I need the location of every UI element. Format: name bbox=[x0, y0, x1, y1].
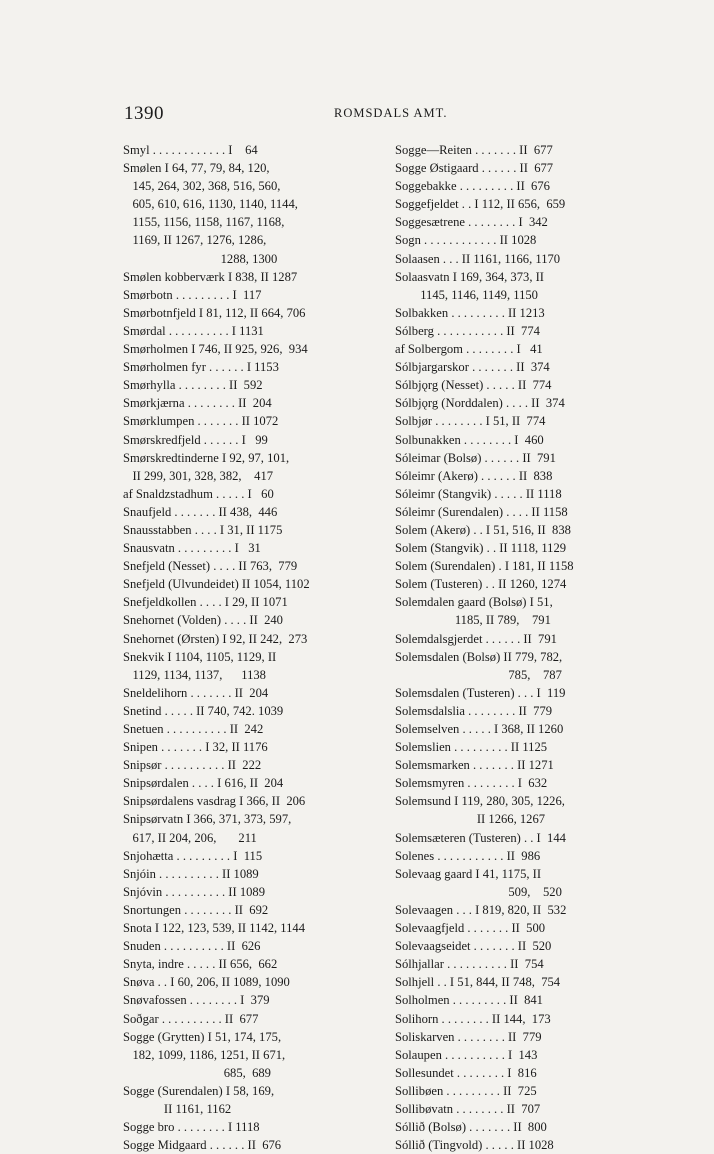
index-entry: Snjóin . . . . . . . . . . II 1089 bbox=[123, 866, 259, 881]
index-entry: Snjóvin . . . . . . . . . . II 1089 bbox=[123, 884, 266, 899]
index-column-left bbox=[123, 141, 377, 1154]
index-entry: Solholmen . . . . . . . . . II 841 bbox=[395, 993, 543, 1008]
index-entry: Solemdalen gaard (Bolsø) I 51, bbox=[395, 595, 553, 610]
index-entry: II 299, 301, 328, 382, 417 bbox=[123, 468, 274, 483]
index-entry: Solemselven . . . . . I 368, II 1260 bbox=[395, 722, 564, 736]
index-entry: Soðgar . . . . . . . . . . II 677 bbox=[123, 1011, 259, 1026]
index-entry: Snehornet (Volden) . . . . II 240 bbox=[123, 613, 283, 628]
index-entry: Sóllið (Tingvold) . . . . . II 1028 bbox=[395, 1138, 554, 1153]
index-entry: Sollesundet . . . . . . . . I 816 bbox=[395, 1065, 537, 1080]
page-header bbox=[124, 103, 654, 125]
index-entry: Solevaagfjeld . . . . . . . II 500 bbox=[395, 921, 546, 936]
index-entry: Solemsmyren . . . . . . . . I 632 bbox=[395, 776, 548, 791]
index-entry: Sogge bro . . . . . . . . I 1118 bbox=[123, 1120, 260, 1135]
index-entry: 785, 787 bbox=[395, 667, 562, 682]
index-entry: Sólbjargarskor . . . . . . . II 374 bbox=[395, 360, 550, 375]
index-entry: Snøva . . I 60, 206, II 1089, 1090 bbox=[123, 975, 290, 990]
index-entry: Snehornet (Ørsten) I 92, II 242, 273 bbox=[123, 631, 308, 646]
index-entry: Solevaagen . . . I 819, 820, II 532 bbox=[395, 902, 567, 917]
index-entry: Solem (Akerø) . . I 51, 516, II 838 bbox=[395, 522, 571, 537]
index-entry: Sóleimr (Akerø) . . . . . . II 838 bbox=[395, 468, 553, 483]
index-entry: Sogn . . . . . . . . . . . . II 1028 bbox=[395, 233, 537, 248]
index-entry: 1169, II 1267, 1276, 1286, bbox=[123, 233, 267, 248]
index-entry: 605, 610, 616, 1130, 1140, 1144, bbox=[123, 197, 298, 212]
index-entry: Sóllið (Bolsø) . . . . . . . II 800 bbox=[395, 1120, 547, 1135]
index-entry: Snøvafossen . . . . . . . . I 379 bbox=[123, 993, 270, 1008]
index-column-right bbox=[395, 141, 649, 1154]
index-entry: 685, 689 bbox=[123, 1065, 271, 1080]
index-entry: Solem (Tusteren) . . II 1260, 1274 bbox=[395, 577, 567, 592]
index-entry: Sólbjǫrg (Nesset) . . . . . II 774 bbox=[395, 378, 552, 393]
index-entry: Solemsmarken . . . . . . . II 1271 bbox=[395, 758, 554, 773]
index-entry: Snausstabben . . . . I 31, II 1175 bbox=[123, 522, 283, 537]
index-entry: Smørkjærna . . . . . . . . II 204 bbox=[123, 396, 272, 411]
index-entry: Snipen . . . . . . . I 32, II 1176 bbox=[123, 740, 268, 755]
index-entry: Sollibøen . . . . . . . . . II 725 bbox=[395, 1083, 537, 1098]
index-entry: Snuden . . . . . . . . . . II 626 bbox=[123, 939, 261, 954]
index-entry: Soliskarven . . . . . . . . II 779 bbox=[395, 1029, 542, 1044]
index-entry: 1145, 1146, 1149, 1150 bbox=[395, 287, 538, 302]
index-entry: Solbjør . . . . . . . . I 51, II 774 bbox=[395, 414, 546, 429]
index-entry: Solemsdalen (Bolsø) II 779, 782, bbox=[395, 649, 563, 664]
index-entry: 145, 264, 302, 368, 516, 560, bbox=[123, 179, 281, 194]
index-entry: Sogge (Surendalen) I 58, 169, bbox=[123, 1083, 275, 1098]
page-number: 1390 bbox=[124, 103, 164, 124]
index-entry: Sóleimr (Stangvik) . . . . . II 1118 bbox=[395, 486, 562, 501]
index-entry: Smørholmen I 746, II 925, 926, 934 bbox=[123, 342, 308, 357]
index-entry: Solem (Surendalen) . I 181, II 1158 bbox=[395, 559, 574, 574]
index-entry: Snefjeld (Nesset) . . . . II 763, 779 bbox=[123, 559, 298, 574]
index-entry: Smørhylla . . . . . . . . II 592 bbox=[123, 378, 263, 393]
index-entry: Snetind . . . . . II 740, 742. 1039 bbox=[123, 703, 284, 718]
index-entry: Solevaag gaard I 41, 1175, II bbox=[395, 866, 542, 881]
index-entry: Solemdalsgjerdet . . . . . . II 791 bbox=[395, 631, 557, 646]
index-entry: Sólberg . . . . . . . . . . . II 774 bbox=[395, 323, 540, 338]
index-entry: 1185, II 789, 791 bbox=[395, 613, 551, 628]
index-entry: Snipsør . . . . . . . . . . II 222 bbox=[123, 758, 262, 773]
index-entry: Smørholmen fyr . . . . . . I 1153 bbox=[123, 360, 279, 375]
index-entry: Solhjell . . I 51, 844, II 748, 754 bbox=[395, 975, 561, 990]
index-entry: Snekvik I 1104, 1105, 1129, II bbox=[123, 649, 277, 664]
index-entry: af Solbergom . . . . . . . . I 41 bbox=[395, 342, 543, 357]
index-entry: Solemsdalslia . . . . . . . . II 779 bbox=[395, 703, 553, 718]
index-entry: Sogge Midgaard . . . . . . II 676 bbox=[123, 1138, 282, 1153]
index-entry: Smørbotn . . . . . . . . . I 117 bbox=[123, 287, 262, 302]
index-entry: Solevaagseidet . . . . . . . II 520 bbox=[395, 939, 552, 954]
index-entry: Snyta, indre . . . . . II 656, 662 bbox=[123, 957, 278, 972]
index-entry: 1155, 1156, 1158, 1167, 1168, bbox=[123, 215, 285, 230]
index-entry: Smørklumpen . . . . . . . II 1072 bbox=[123, 414, 279, 429]
index-entry: Sóleimar (Bolsø) . . . . . . II 791 bbox=[395, 450, 556, 465]
index-entry: Soggebakke . . . . . . . . . II 676 bbox=[395, 179, 550, 194]
index-entry: Solemsæteren (Tusteren) . . I 144 bbox=[395, 830, 566, 845]
index-entry: Solaasvatn I 169, 364, 373, II bbox=[395, 269, 545, 284]
index-entry: Smørbotnfjeld I 81, 112, II 664, 706 bbox=[123, 305, 306, 320]
index-entry: Sogge—Reiten . . . . . . . II 677 bbox=[395, 143, 553, 157]
index-entry: Smørskredfjeld . . . . . . I 99 bbox=[123, 432, 268, 447]
index-entry: Snetuen . . . . . . . . . . II 242 bbox=[123, 722, 264, 736]
index-entry: Solaasen . . . II 1161, 1166, 1170 bbox=[395, 251, 561, 266]
index-entry: Solemsdalen (Tusteren) . . . I 119 bbox=[395, 685, 566, 700]
index-entry: Solbakken . . . . . . . . . II 1213 bbox=[395, 305, 545, 320]
index-entry: Smølen I 64, 77, 79, 84, 120, bbox=[123, 161, 270, 176]
index-entry: Smørdal . . . . . . . . . . I 1131 bbox=[123, 323, 264, 338]
index-entry: II 1266, 1267 bbox=[395, 812, 546, 827]
index-entry: Snefjeldkollen . . . . I 29, II 1071 bbox=[123, 595, 288, 610]
index-entry: Snaufjeld . . . . . . . II 438, 446 bbox=[123, 504, 278, 519]
index-entry: Soggesætrene . . . . . . . . I 342 bbox=[395, 215, 548, 230]
index-entry: Solem (Stangvik) . . II 1118, 1129 bbox=[395, 541, 567, 556]
index-entry: Sneldelihorn . . . . . . . II 204 bbox=[123, 685, 269, 700]
index-entry: Snipsørvatn I 366, 371, 373, 597, bbox=[123, 812, 292, 827]
index-entry: 1288, 1300 bbox=[123, 251, 278, 266]
index-entry: Sóleimr (Surendalen) . . . . II 1158 bbox=[395, 504, 568, 519]
index-entry: Snota I 122, 123, 539, II 1142, 1144 bbox=[123, 921, 306, 936]
index-entry: Sogge Østigaard . . . . . . II 677 bbox=[395, 161, 554, 176]
index-entry: 509, 520 bbox=[395, 884, 562, 899]
index-entry: Snipsørdalens vasdrag I 366, II 206 bbox=[123, 794, 306, 809]
index-entry: Sólhjallar . . . . . . . . . . II 754 bbox=[395, 957, 544, 972]
index-entry: Smyl . . . . . . . . . . . . I 64 bbox=[123, 143, 258, 157]
index-entry: Snausvatn . . . . . . . . . I 31 bbox=[123, 541, 261, 556]
index-entry: Smørskredtinderne I 92, 97, 101, bbox=[123, 450, 290, 465]
index-entry: 1129, 1134, 1137, 1138 bbox=[123, 667, 266, 682]
index-entry: Sollibøvatn . . . . . . . . II 707 bbox=[395, 1101, 541, 1116]
index-entry: Solemslien . . . . . . . . . II 1125 bbox=[395, 740, 548, 755]
running-title: ROMSDALS AMT. bbox=[334, 106, 448, 120]
index-entry: Solaupen . . . . . . . . . . I 143 bbox=[395, 1047, 538, 1062]
index-entry: Snipsørdalen . . . . I 616, II 204 bbox=[123, 776, 284, 791]
index-entry: II 1161, 1162 bbox=[123, 1101, 232, 1116]
index-entry: Soggefjeldet . . I 112, II 656, 659 bbox=[395, 197, 566, 212]
index-entry: Snefjeld (Ulvundeidet) II 1054, 1102 bbox=[123, 577, 310, 592]
index-entry: Smølen kobberværk I 838, II 1287 bbox=[123, 269, 298, 284]
index-entry: Solbunakken . . . . . . . . I 460 bbox=[395, 432, 544, 447]
index-entry: Solenes . . . . . . . . . . . II 986 bbox=[395, 848, 541, 863]
index-entry: Solihorn . . . . . . . . II 144, 173 bbox=[395, 1011, 551, 1026]
index-entry: 182, 1099, 1186, 1251, II 671, bbox=[123, 1047, 286, 1062]
index-entry: 617, II 204, 206, 211 bbox=[123, 830, 257, 845]
index-entry: Snortungen . . . . . . . . II 692 bbox=[123, 902, 269, 917]
index-entry: af Snaldzstadhum . . . . . I 60 bbox=[123, 486, 274, 501]
index-entry: Solemsund I 119, 280, 305, 1226, bbox=[395, 794, 565, 809]
index-entry: Sogge (Grytten) I 51, 174, 175, bbox=[123, 1029, 282, 1044]
index-entry: Snjohætta . . . . . . . . . I 115 bbox=[123, 848, 263, 863]
index-entry: Sólbjǫrg (Norddalen) . . . . II 374 bbox=[395, 396, 565, 411]
